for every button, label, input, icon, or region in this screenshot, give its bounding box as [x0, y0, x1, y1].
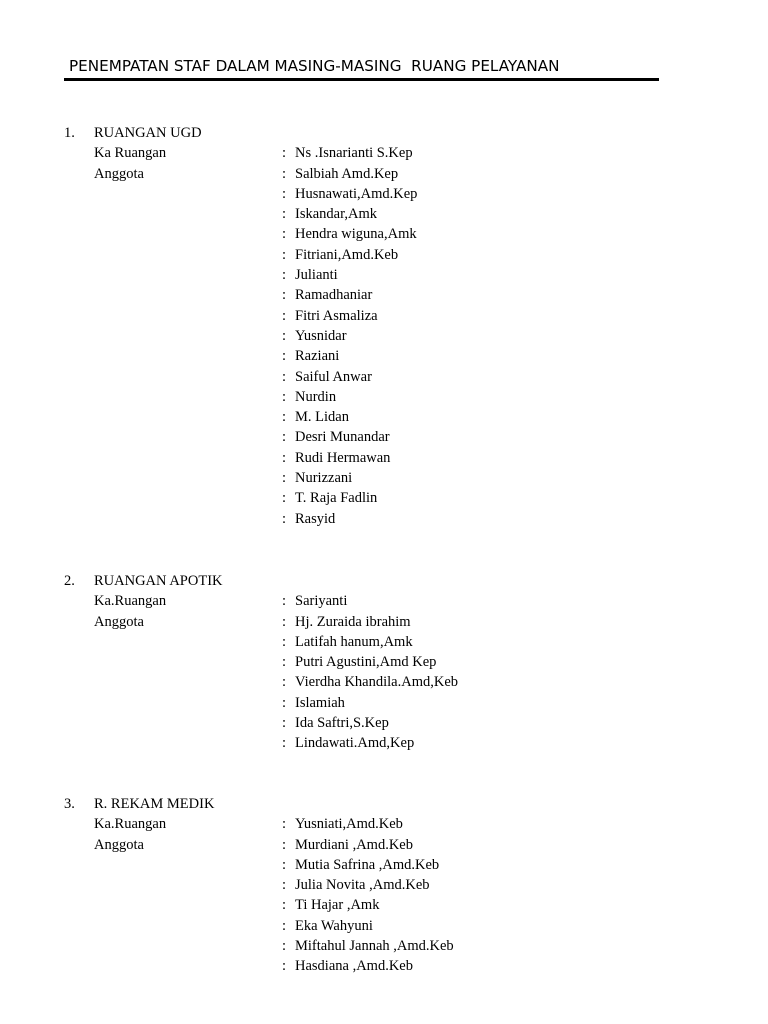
member-row: [0, 672, 768, 692]
colon-separator: :: [282, 307, 287, 324]
member-row: [0, 448, 768, 468]
colon-separator: :: [282, 877, 287, 894]
member-row: [0, 733, 768, 753]
member-row: [0, 713, 768, 733]
member-row: [0, 916, 768, 936]
members-label: Anggota: [94, 165, 144, 182]
member-name: Ramadhaniar: [295, 287, 373, 304]
member-row: [0, 164, 768, 184]
head-row: [0, 143, 768, 163]
colon-separator: :: [282, 715, 287, 732]
member-name: Julia Novita ,Amd.Keb: [295, 877, 430, 894]
member-name: Hasdiana ,Amd.Keb: [295, 958, 413, 975]
colon-separator: :: [282, 246, 287, 263]
colon-separator: :: [282, 958, 287, 975]
section-heading: [0, 794, 768, 814]
member-name: Fitri Asmaliza: [295, 307, 378, 324]
section-number: 1.: [64, 125, 75, 141]
colon-separator: :: [282, 917, 287, 934]
member-name: Nurdin: [295, 388, 337, 405]
head-label: Ka Ruangan: [94, 145, 167, 162]
section-ruangan-ugd: [0, 123, 768, 529]
member-name: Yusnidar: [295, 327, 347, 344]
member-name: Latifah hanum,Amk: [295, 633, 413, 650]
colon-separator: :: [282, 348, 287, 365]
member-row: [0, 387, 768, 407]
member-row: [0, 855, 768, 875]
member-row: [0, 407, 768, 427]
member-row: [0, 427, 768, 447]
member-name: Islamiah: [295, 694, 345, 711]
colon-separator: :: [282, 674, 287, 691]
member-row: [0, 204, 768, 224]
section-name: R. REKAM MEDIK: [94, 796, 215, 812]
member-row: [0, 245, 768, 265]
member-name: Ti Hajar ,Amk: [295, 897, 380, 914]
head-row: [0, 591, 768, 611]
colon-separator: :: [282, 327, 287, 344]
member-name: Hendra wiguna,Amk: [295, 226, 417, 243]
head-name: Ns .Isnarianti S.Kep: [295, 145, 413, 162]
member-name: Murdiani ,Amd.Keb: [295, 836, 413, 853]
member-name: Putri Agustini,Amd Kep: [295, 654, 437, 671]
colon-separator: :: [282, 388, 287, 405]
member-row: [0, 632, 768, 652]
colon-separator: :: [282, 694, 287, 711]
member-name: Iskandar,Amk: [295, 206, 377, 223]
member-row: [0, 895, 768, 915]
colon-separator: :: [282, 267, 287, 284]
member-row: [0, 956, 768, 976]
head-row: [0, 814, 768, 834]
colon-separator: :: [282, 735, 287, 752]
colon-separator: :: [282, 368, 287, 385]
member-name: Salbiah Amd.Kep: [295, 165, 399, 182]
member-name: Raziani: [295, 348, 340, 365]
member-row: [0, 509, 768, 529]
title-underline: [64, 78, 659, 81]
section-heading: [0, 123, 768, 143]
member-name: T. Raja Fadlin: [295, 490, 378, 507]
colon-separator: :: [282, 856, 287, 873]
section-rekam-medik: [0, 794, 768, 977]
colon-separator: :: [282, 287, 287, 304]
member-name: Julianti: [295, 267, 338, 284]
member-row: [0, 346, 768, 366]
colon-separator: :: [282, 429, 287, 446]
member-name: Nurizzani: [295, 470, 353, 487]
member-row: [0, 224, 768, 244]
section-number: 3.: [64, 796, 75, 812]
colon-separator: :: [282, 449, 287, 466]
member-name: M. Lidan: [295, 409, 349, 426]
head-name: Sariyanti: [295, 593, 348, 610]
colon-separator: :: [282, 226, 287, 243]
section-name: RUANGAN APOTIK: [94, 573, 223, 589]
member-name: Vierdha Khandila.Amd,Keb: [295, 674, 459, 691]
head-name: Yusniati,Amd.Keb: [295, 816, 403, 833]
members-label: Anggota: [94, 613, 144, 630]
colon-separator: :: [282, 836, 287, 853]
section-ruangan-apotik: [0, 571, 768, 754]
member-name: Husnawati,Amd.Kep: [295, 185, 418, 202]
document-title: PENEMPATAN STAF DALAM MASING-MASING RUANG PELAYANAN: [69, 57, 560, 75]
colon-separator: :: [282, 206, 287, 223]
section-heading: [0, 571, 768, 591]
member-row: [0, 468, 768, 488]
colon-separator: :: [282, 145, 287, 162]
member-row: [0, 936, 768, 956]
head-label: Ka.Ruangan: [94, 816, 167, 833]
member-name: Rasyid: [295, 510, 336, 527]
members-label: Anggota: [94, 836, 144, 853]
colon-separator: :: [282, 593, 287, 610]
member-name: Lindawati.Amd,Kep: [295, 735, 415, 752]
colon-separator: :: [282, 409, 287, 426]
colon-separator: :: [282, 613, 287, 630]
member-name: Miftahul Jannah ,Amd.Keb: [295, 938, 454, 955]
member-name: Eka Wahyuni: [295, 917, 373, 934]
colon-separator: :: [282, 470, 287, 487]
member-row: [0, 306, 768, 326]
member-row: [0, 488, 768, 508]
member-row: [0, 652, 768, 672]
member-name: Desri Munandar: [295, 429, 390, 446]
colon-separator: :: [282, 654, 287, 671]
member-name: Fitriani,Amd.Keb: [295, 246, 399, 263]
member-row: [0, 326, 768, 346]
member-name: Saiful Anwar: [295, 368, 372, 385]
member-row: [0, 875, 768, 895]
colon-separator: :: [282, 165, 287, 182]
member-row: [0, 265, 768, 285]
colon-separator: :: [282, 510, 287, 527]
member-row: [0, 693, 768, 713]
member-row: [0, 184, 768, 204]
colon-separator: :: [282, 490, 287, 507]
section-number: 2.: [64, 573, 75, 589]
colon-separator: :: [282, 938, 287, 955]
member-row: [0, 835, 768, 855]
colon-separator: :: [282, 897, 287, 914]
member-name: Rudi Hermawan: [295, 449, 391, 466]
member-name: Hj. Zuraida ibrahim: [295, 613, 411, 630]
member-name: Mutia Safrina ,Amd.Keb: [295, 856, 440, 873]
member-row: [0, 285, 768, 305]
member-name: Ida Saftri,S.Kep: [295, 715, 389, 732]
colon-separator: :: [282, 633, 287, 650]
colon-separator: :: [282, 185, 287, 202]
colon-separator: :: [282, 816, 287, 833]
head-label: Ka.Ruangan: [94, 593, 167, 610]
member-row: [0, 367, 768, 387]
member-row: [0, 612, 768, 632]
section-name: RUANGAN UGD: [94, 125, 202, 141]
